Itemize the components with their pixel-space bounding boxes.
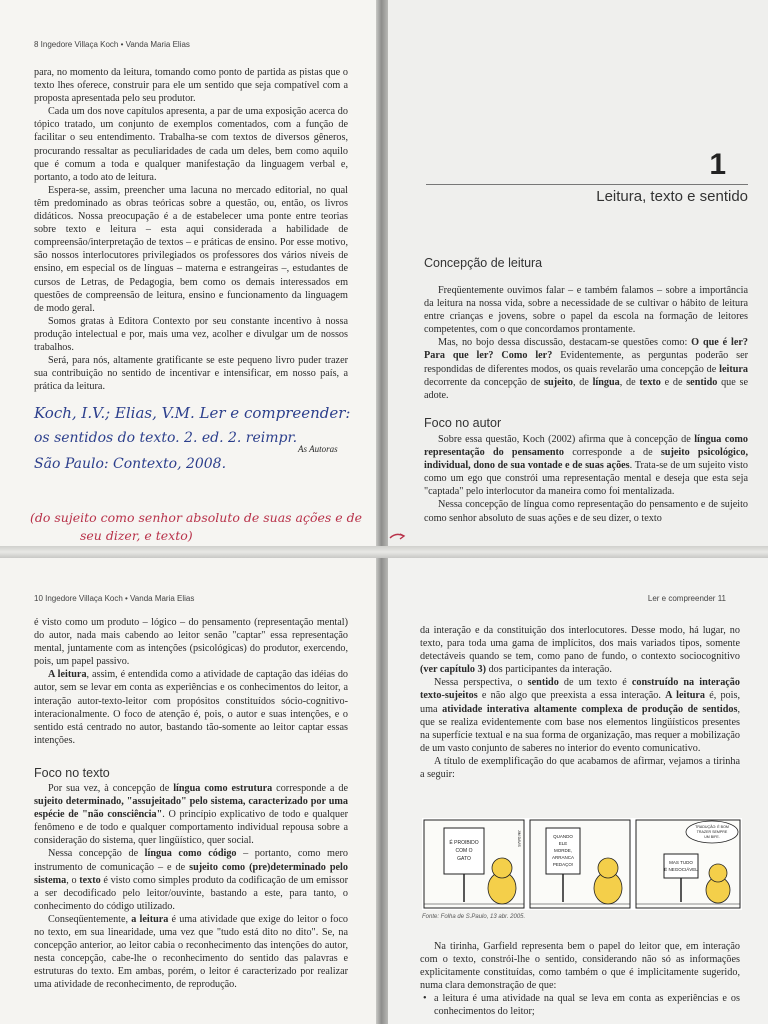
- section1-body: [424, 284, 748, 402]
- red-arrow-mark: [388, 528, 408, 542]
- page-9: [386, 0, 768, 548]
- sign-text-line: MORDE,: [554, 848, 572, 853]
- page10-body-bottom: [34, 782, 348, 1022]
- section-heading: Foco no autor: [424, 416, 502, 430]
- sign-text-line: MAS TUDO: [669, 860, 693, 865]
- page8-body: [34, 66, 348, 393]
- paragraph: Nessa concepção de língua como código – portanto, como mero instrumento de comunicação – e de sujeito como (pre)determinado pelo sistema, o texto é visto como simples produto da codificação de um emissor a ser decodificado pelo leitor/ouvinte, bastando a este, para tanto, o conhecimento do código utilizado.: [34, 848, 348, 912]
- sign-text-line: ELE: [558, 841, 568, 846]
- paragraph: Somos gratas à Editora Contexto por seu constante incentivo à nossa produção intelectual e por, mais uma vez, acolher e divulgar um de nossos trabalhos.: [34, 315, 348, 353]
- page10-body-top: [34, 616, 348, 747]
- page11-body-top: [420, 624, 740, 781]
- page11-body-bottom: [420, 940, 740, 1022]
- section2-body: [424, 433, 748, 541]
- sign-text-line: QUANDO: [553, 834, 573, 839]
- paragraph: Será, para nós, altamente gratificante se este pequeno livro puder trazer sua contribuição no sentido de incentivar e intensificar, em nosso país, a prática da leitura.: [34, 355, 348, 393]
- sign-board: [664, 854, 698, 878]
- sign-text-line: ARRANCA: [551, 855, 575, 860]
- paragraph: Cada um dos nove capítulos apresenta, a par de uma exposição acerca do tópico tratado, um conjunto de exemplos comentados, com a função de facilitar o seu entendimento. Trabalha-se com textos de diversos gêneros, procurando ressaltar as peculiaridades de cada um deles, bem como aquilo que é comum a toda e qualquer manifestação da linguagem verbal e, portanto, a todo ato de leitura.: [34, 106, 348, 183]
- paragraph: Espera-se, assim, preencher uma lacuna no mercado editorial, no qual têm predominado as obras teóricas sobre a questão, ou, então, os livros didáticos. Nossa preocupação é a de estabelecer uma ponte entre teorias sobre texto e leitura – esta aqui considerada a habilidade de compreensão/interpretação de textos – e práticas de ensino. Por esse motivo, são nossos interlocutores privilegiados os professores dos vários níveis de ensino, em especial os de línguas – materna e estrangeiras –, estudantes de cursos de Letras, de Pedagogia, bem como os demais interessados em questões de compreensão de leitura, ensino e funcionamento da linguagem de modo geral.: [34, 184, 348, 314]
- garfield-comic-strip: [422, 818, 742, 910]
- paragraph: Na tirinha, Garfield representa bem o papel do leitor que, em interação com o texto, constrói-lhe o sentido, considerando não só as informações explicitamente constituídas, como também o que é implicitamente sugerido, numa clara demonstração de que:: [420, 941, 740, 992]
- section-heading: Foco no texto: [34, 766, 110, 780]
- paragraph: é visto como um produto – lógico – do pensamento (representação mental) do autor, nada mais cabendo ao leitor senão "captar" essa representação mental, juntamente com as intenções (psicológicas) do produtor, exercendo, pois, um papel passivo.: [34, 617, 348, 668]
- page-10: [0, 556, 378, 1024]
- paragraph: Por sua vez, à concepção de língua como estrutura corresponde a de sujeito determinado, "assujeitado" pelo sistema, caracterizado por uma espécie de "não consciência". O princípio explicativo de todo e qualquer fenômeno e de todo e qualquer comportamento individual repousa sobre a consideração do sistema, quer lingüístico, quer social.: [34, 783, 348, 847]
- page-11: [386, 556, 768, 1024]
- sign-text-line: PEDAÇO!: [552, 862, 574, 867]
- speech-text-line: UM BIFE.: [704, 835, 720, 839]
- paragraph: A leitura, assim, é entendida como a atividade de captação das idéias do autor, sem se levar em conta as experiências e os conhecimentos do leitor, a interação autor-texto-leitor com propósitos constituídos sócio-cognitivo-interacionalmente. O foco de atenção é, pois, o autor e suas intenções, e o sentido está centrado no autor, bastando tão-somente ao leitor captar essas intenções.: [34, 669, 349, 746]
- paragraph: para, no momento da leitura, tomando como ponto de partida as pistas que o texto lhes oferece, construir para ele um sentido que seja compatível com a proposta apresentada pelo seu produtor.: [34, 67, 348, 105]
- speech-text-line: TRAZER SEMPRE: [696, 830, 728, 834]
- running-head: 10 Ingedore Villaça Koch • Vanda Maria Elias: [34, 594, 195, 603]
- handwritten-note-line: seu dizer, e texto): [80, 528, 193, 543]
- paragraph: Conseqüentemente, a leitura é uma atividade que exige do leitor o foco no texto, em sua linearidade, uma vez que "tudo está dito no dito". Se, na concepção anterior, ao leitor cabia o reconhecimento das intenções do autor, nesta concepção, cabe-lhe o reconhecimento do sentido das palavras e estruturas do texto. Em ambas, porém, o leitor é caracterizado por realizar uma atividade de reconhecimento, de reprodução.: [34, 913, 348, 991]
- scan-seam: [0, 546, 768, 558]
- paragraph: Nessa concepção de língua como representação do pensamento e de sujeito como senhor absoluto de suas ações e de seu dizer, o texto: [424, 499, 748, 524]
- chapter-number: 1: [709, 148, 726, 181]
- paragraph: Freqüentemente ouvimos falar – e também falamos – sobre a importância da leitura na nossa vida, sobre a necessidade de se cultivar o hábito de leitura entre crianças e jovens, sobre o papel da escola na formação de leitores competentes, com o que concordamos prontamente.: [424, 285, 748, 336]
- running-head: Ler e compreender 11: [647, 594, 726, 603]
- paragraph: Nessa perspectiva, o sentido de um texto é construído na interação texto-sujeitos e não algo que preexista a essa interação. A leitura é, pois, uma atividade interativa altamente complexa de produção de sentidos, que se realiza evidentemente com base nos elementos lingüísticos presentes na superfície textual e na sua forma de organização, mas requer a mobilização de um vasto conjunto de saberes no interior do evento comunicativo.: [420, 677, 740, 754]
- handwritten-citation-line: São Paulo: Contexto, 2008.: [34, 456, 227, 472]
- bullet-item: • a leitura é uma atividade na qual se leva em conta as experiências e os conhecimentos do leitor;: [420, 992, 740, 1018]
- section-heading: Concepção de leitura: [424, 256, 543, 270]
- paragraph: Sobre essa questão, Koch (2002) afirma que à concepção de língua como representação do pensamento corresponde a de sujeito psicológico, individual, dono de sua vontade e de suas ações. Trata-se de um sujeito visto como um ego que constrói uma representação mental e deseja que esta seja "captada" pelo interlocutor da maneira como foi mentalizada.: [424, 434, 748, 498]
- paragraph: da interação e da constituição dos interlocutores. Desse modo, há lugar, no texto, para toda uma gama de implícitos, dos mais variados tipos, somente detectáveis quando se tem, como pano de fundo, o contexto sociocognitivo (ver capítulo 3) dos participantes da interação.: [420, 625, 740, 676]
- comic-caption: Fonte: Folha de S.Paulo, 13 abr. 2005.: [422, 914, 526, 920]
- sign-text-line: É NEGOCIÁVEL: [664, 867, 698, 872]
- paragraph: Mas, no bojo dessa discussão, destacam-se questões como: O que é ler? Para que ler? Como ler? Evidentemente, as perguntas poderão ser respondidas de diferentes modos, os quais revelarão uma concepção de leitura decorrente da concepção de sujeito, de língua, de texto e de sentido que se adote.: [424, 337, 749, 401]
- sign-text-line: É PROIBIDO: [449, 840, 479, 846]
- page-8: [0, 0, 378, 548]
- running-head: 8 Ingedore Villaça Koch • Vanda Maria Elias: [34, 40, 190, 49]
- handwritten-citation-line: Koch, I.V.; Elias, V.M. Ler e compreender:: [34, 404, 351, 422]
- comic-signature: JIM DAVIS: [517, 830, 521, 847]
- sign-text-line: GATO: [457, 856, 471, 862]
- book-gutter: [376, 0, 388, 1024]
- paragraph: A título de exemplificação do que acabamos de afirmar, vejamos a tirinha a seguir:: [420, 755, 740, 781]
- speech-text-line: TRADUÇÃO: É BOM: [695, 825, 729, 829]
- sign-text-line: COM O: [455, 848, 473, 854]
- chapter-title: Leitura, texto e sentido: [596, 188, 748, 205]
- signature: As Autoras: [298, 444, 338, 454]
- handwritten-citation-line: os sentidos do texto. 2. ed. 2. reimpr.: [34, 430, 298, 446]
- chapter-rule: [426, 184, 748, 185]
- handwritten-note-line: (do sujeito como senhor absoluto de suas ações e de: [30, 510, 363, 525]
